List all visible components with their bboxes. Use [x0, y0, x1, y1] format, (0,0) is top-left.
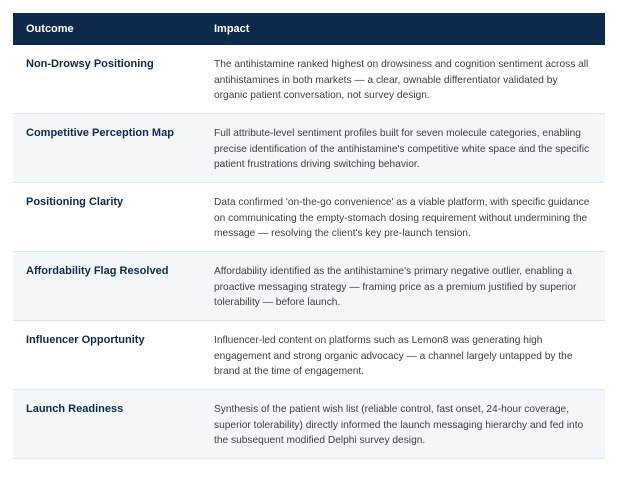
row-impact: Influencer-led content on platforms such as Lemon8 was generating high engagement and strong organic advocacy — a channel largely untapped by the brand at the time of engagement.	[214, 335, 573, 377]
table-row	[13, 390, 605, 459]
row-outcome: Launch Readiness	[26, 403, 124, 415]
row-impact: Affordability identified as the antihistamine's primary negative outlier, enabling a proactive messaging strategy — framing price as a premium justified by superior tolerability — before launch.	[214, 266, 577, 308]
table-row	[13, 45, 605, 114]
table-row	[13, 252, 605, 321]
table-header	[13, 13, 605, 45]
row-impact: Synthesis of the patient wish list (reliable control, fast onset, 24-hour coverage, superior tolerability) directly informed the launch messaging hierarchy and fed into the subsequent modified Delphi survey design.	[214, 404, 584, 446]
outcomes-table	[13, 13, 605, 459]
row-impact: The antihistamine ranked highest on drowsiness and cognition sentiment across all antihistamines in both markets — a clear, ownable differentiator validated by organic patient conversation, not survey design.	[214, 59, 589, 101]
row-impact: Full attribute-level sentiment profiles built for seven molecule categories, enabling precise identification of the antihistamine's competitive white space and the specific patient frustrations driving switching behavior.	[214, 128, 590, 170]
table-row	[13, 321, 605, 390]
row-outcome: Non-Drowsy Positioning	[26, 58, 154, 70]
header-impact: Impact	[214, 23, 250, 35]
row-outcome: Positioning Clarity	[26, 196, 124, 208]
table-row	[13, 183, 605, 252]
row-outcome: Competitive Perception Map	[26, 127, 174, 139]
table-row	[13, 114, 605, 183]
row-outcome: Affordability Flag Resolved	[26, 265, 169, 277]
row-impact: Data confirmed 'on-the-go convenience' as a viable platform, with specific guidance on communicating the empty-stomach dosing requirement without undermining the message — resolving the client's key pre-launch tension.	[214, 197, 590, 239]
header-outcome: Outcome	[26, 23, 74, 35]
row-outcome: Influencer Opportunity	[26, 334, 145, 346]
